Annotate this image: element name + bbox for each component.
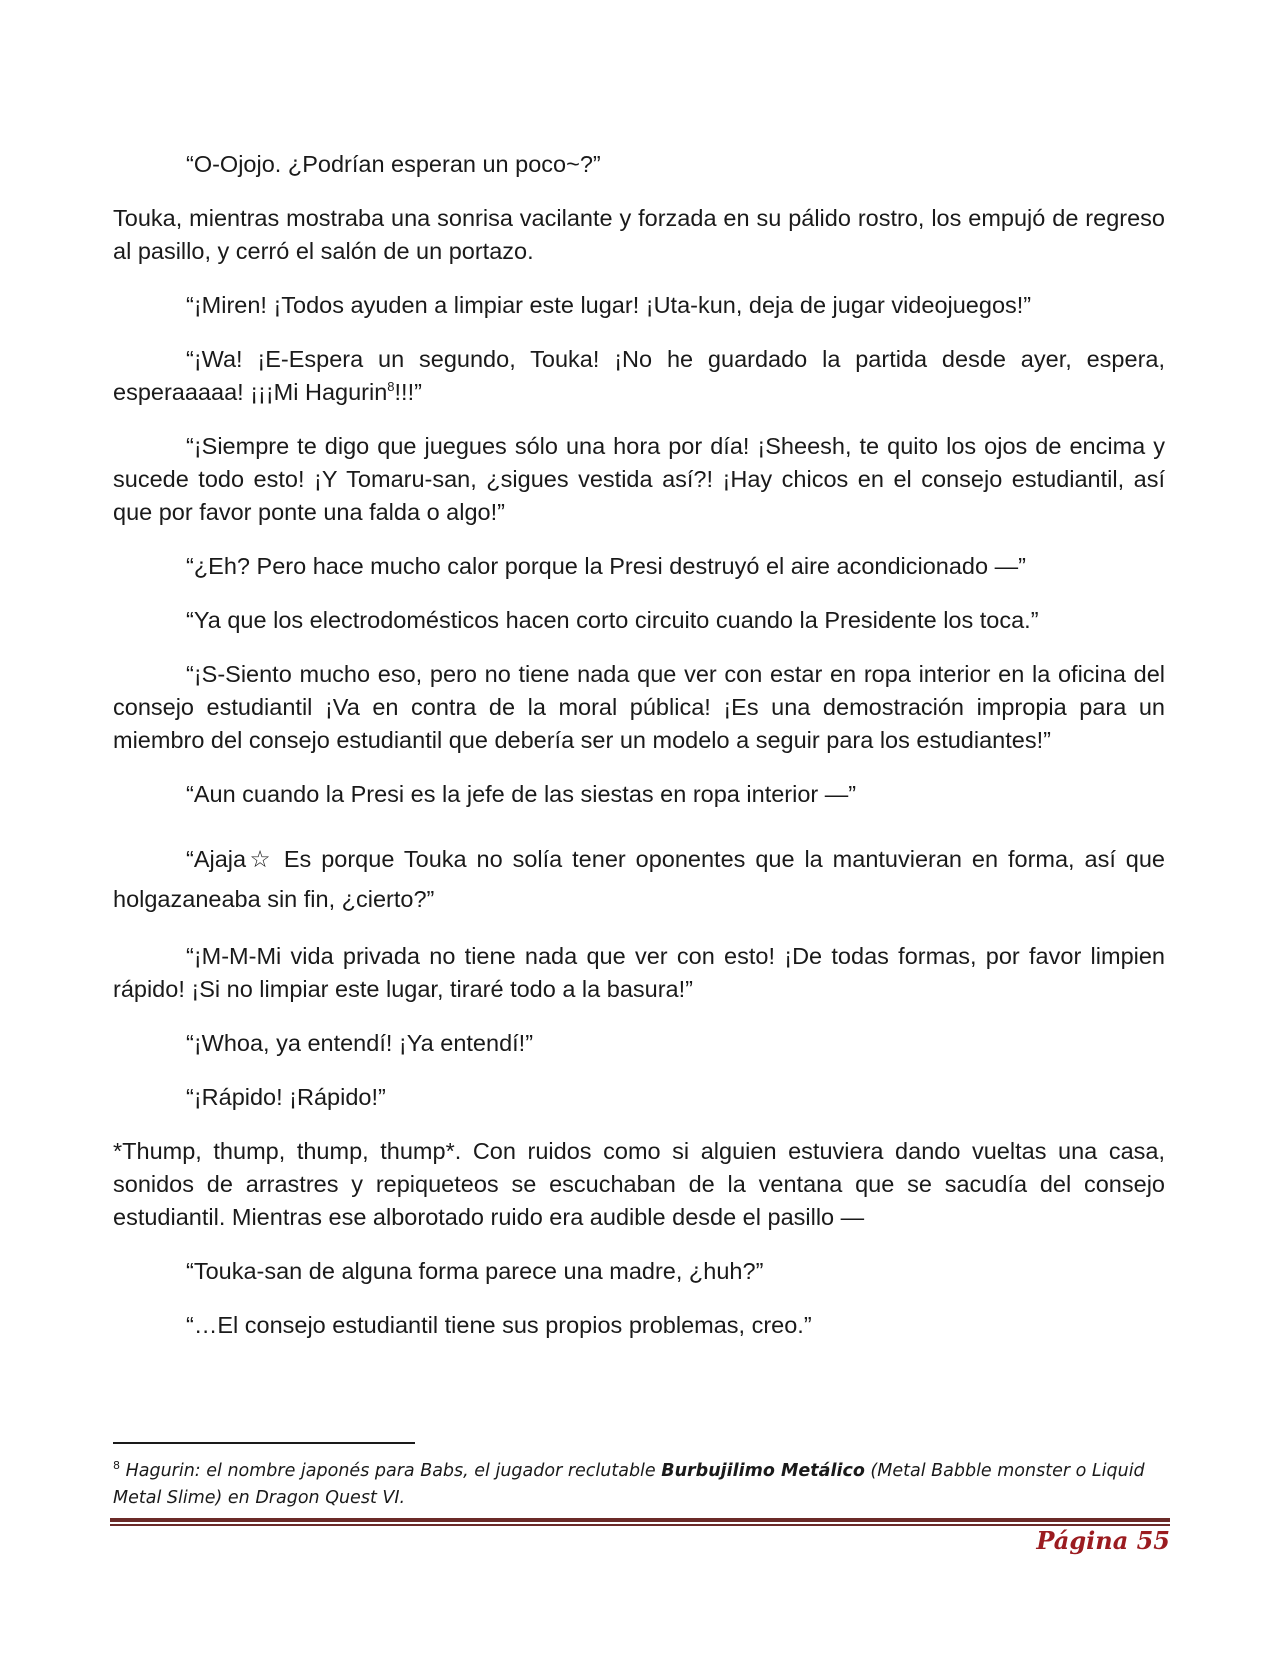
- paragraph-13: “¡Rápido! ¡Rápido!”: [186, 1084, 386, 1110]
- paragraph-11: “¡M-M-Mi vida privada no tiene nada que ver con esto! ¡De todas formas, por favor limpien rápido! ¡Si no limpiar este lugar, tiraré todo a la basura!”: [113, 943, 1165, 1002]
- footnote-text-end: (Metal Babble monster o Liquid Metal Slime) en Dragon Quest VI.: [113, 1460, 1145, 1508]
- footer-rule-thin: [110, 1524, 1170, 1526]
- page-number: Página 55: [1036, 1526, 1170, 1555]
- footnote-text: Hagurin: el nombre japonés para Babs, el jugador reclutable: [125, 1460, 662, 1481]
- paragraph-16: “…El consejo estudiantil tiene sus propios problemas, creo.”: [186, 1312, 812, 1338]
- paragraph-6: “¿Eh? Pero hace mucho calor porque la Presi destruyó el aire acondicionado —”: [186, 553, 1026, 579]
- paragraph-15: “Touka-san de alguna forma parece una madre, ¿huh?”: [186, 1258, 764, 1284]
- page-body: [113, 148, 1165, 1363]
- paragraph-1: “O-Ojojo. ¿Podrían esperan un poco~?”: [186, 151, 601, 177]
- paragraph-5: “¡Siempre te digo que juegues sólo una hora por día! ¡Sheesh, te quito los ojos de encima y sucede todo esto! ¡Y Tomaru-san, ¿sigues vestida así?! ¡Hay chicos en el consejo estudiantil, así que por favor ponte una falda o algo!”: [113, 433, 1165, 525]
- footer-rule-thick: [110, 1518, 1170, 1522]
- footnote-separator: [113, 1442, 415, 1444]
- footnote: [113, 1452, 1165, 1512]
- paragraph-10: “Ajaja☆ Es porque Touka no solía tener oponentes que la mantuvieran en forma, así que holgazaneaba sin fin, ¿cierto?”: [113, 846, 1165, 912]
- footnote-reference[interactable]: 8: [387, 379, 395, 395]
- paragraph-14: *Thump, thump, thump, thump*. Con ruidos como si alguien estuviera dando vueltas una casa, sonidos de arrastres y repiqueteos se escuchaban de la ventana que se sacudía del consejo estudiantil. Mientras ese alborotado ruido era audible desde el pasillo —: [113, 1138, 1165, 1230]
- paragraph-4: [113, 343, 1165, 409]
- paragraph-3: “¡Miren! ¡Todos ayuden a limpiar este lugar! ¡Uta-kun, deja de jugar videojuegos!”: [186, 292, 1032, 318]
- footnote-bold-term: Burbujilimo Metálico: [661, 1460, 865, 1481]
- paragraph-7: “Ya que los electrodomésticos hacen corto circuito cuando la Presidente los toca.”: [186, 607, 1039, 633]
- footnote-number: 8: [113, 1459, 120, 1472]
- paragraph-9: “Aun cuando la Presi es la jefe de las siestas en ropa interior —”: [186, 781, 857, 807]
- paragraph-2: Touka, mientras mostraba una sonrisa vacilante y forzada en su pálido rostro, los empujó de regreso al pasillo, y cerró el salón de un portazo.: [113, 205, 1165, 264]
- paragraph-12: “¡Whoa, ya entendí! ¡Ya entendí!”: [186, 1030, 534, 1056]
- paragraph-4-text: “¡Wa! ¡E-Espera un segundo, Touka! ¡No he guardado la partida desde ayer, espera, esperaaaaa! ¡¡¡Mi Hagurin: [113, 346, 1165, 405]
- paragraph-8: “¡S-Siento mucho eso, pero no tiene nada que ver con estar en ropa interior en la oficina del consejo estudiantil ¡Va en contra de la moral pública! ¡Es una demostración impropia para un miembro del consejo estudiantil que debería ser un modelo a seguir para los estudiantes!”: [113, 661, 1165, 753]
- paragraph-4-text-end: !!!”: [394, 379, 422, 405]
